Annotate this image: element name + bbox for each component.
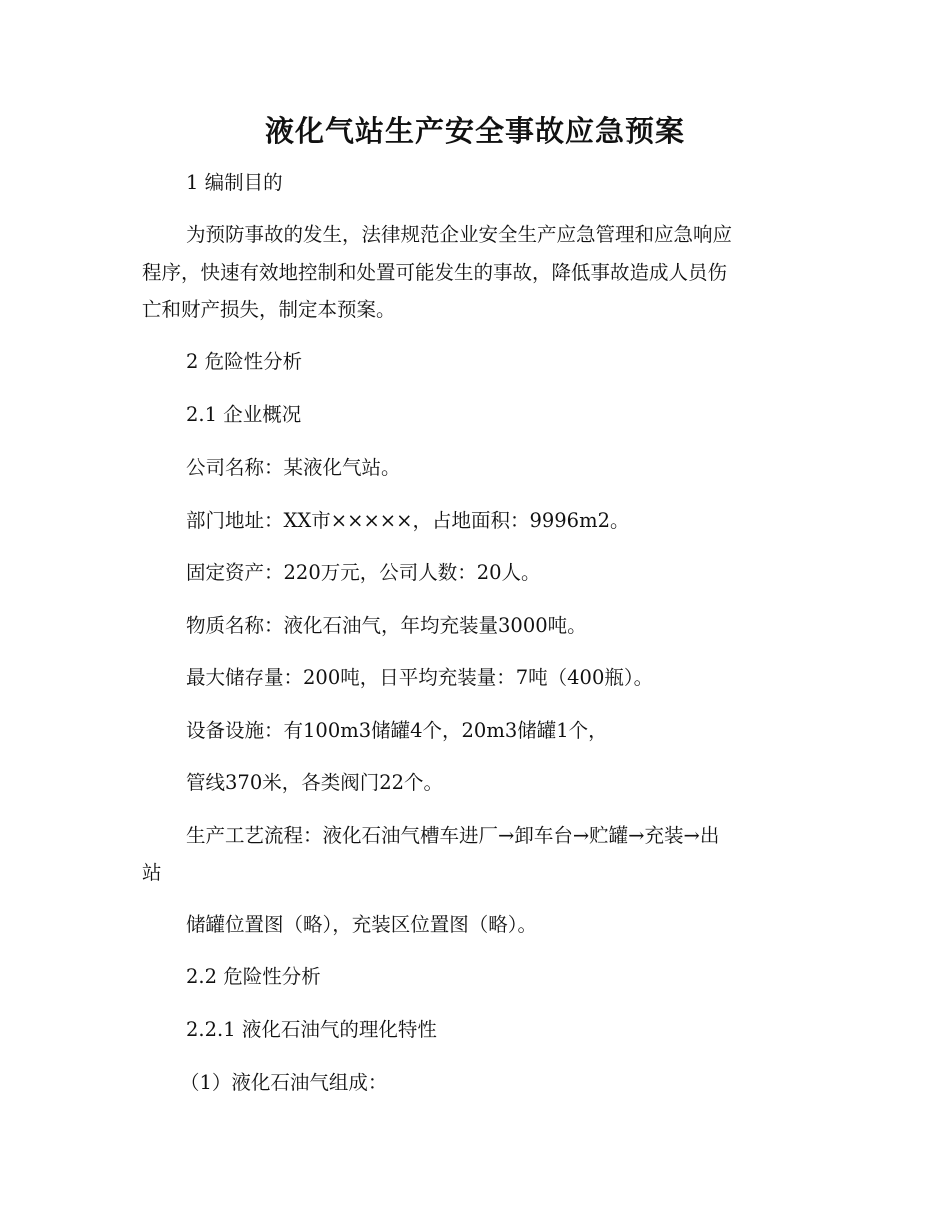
assets-text: 固定资产：220万元，公司人数：20人。 [186,561,541,584]
paragraph-purpose-line-1-text: 为预防事故的发生，法律规范企业安全生产应急管理和应急响应 [186,223,733,246]
section-heading-2-2-1-text: 2.2.1 液化石油气的理化特性 [186,1018,437,1041]
company-name-text: 公司名称：某液化气站。 [186,456,401,479]
layout-text: 储罐位置图（略），充装区位置图（略）。 [186,913,538,936]
substance-text: 物质名称：液化石油气，年均充装量3000吨。 [186,614,587,637]
paragraph-purpose-line-3-text: 亡和财产损失，制定本预案。 [142,298,396,321]
paragraph-purpose-line-2-text: 程序，快速有效地控制和处置可能发生的事故，降低事故造成人员伤 [142,261,728,284]
section-heading-2-1-text: 2.1 企业概况 [186,403,302,426]
storage-text: 最大储存量：200吨，日平均充装量：7吨（400瓶）。 [186,666,654,689]
address-text: 部门地址：XX市×××××，占地面积：9996m2。 [186,509,630,532]
list-item-1-text: （1）液化石油气组成： [180,1071,388,1094]
section-heading-2-2-text: 2.2 危险性分析 [186,965,321,988]
process-flow-line-1-text: 生产工艺流程：液化石油气槽车进厂→卸车台→贮罐→充装→出 [186,824,720,847]
document-title: 液化气站生产安全事故应急预案 [264,114,685,148]
section-heading-1-text: 1 编制目的 [186,171,283,194]
equipment-text: 设备设施：有100m3储罐4个，20m3储罐1个， [186,719,608,742]
pipeline-text: 管线370米，各类阀门22个。 [186,771,444,794]
process-flow-line-2-text: 站 [142,861,162,884]
section-heading-2-text: 2 危险性分析 [186,350,303,373]
